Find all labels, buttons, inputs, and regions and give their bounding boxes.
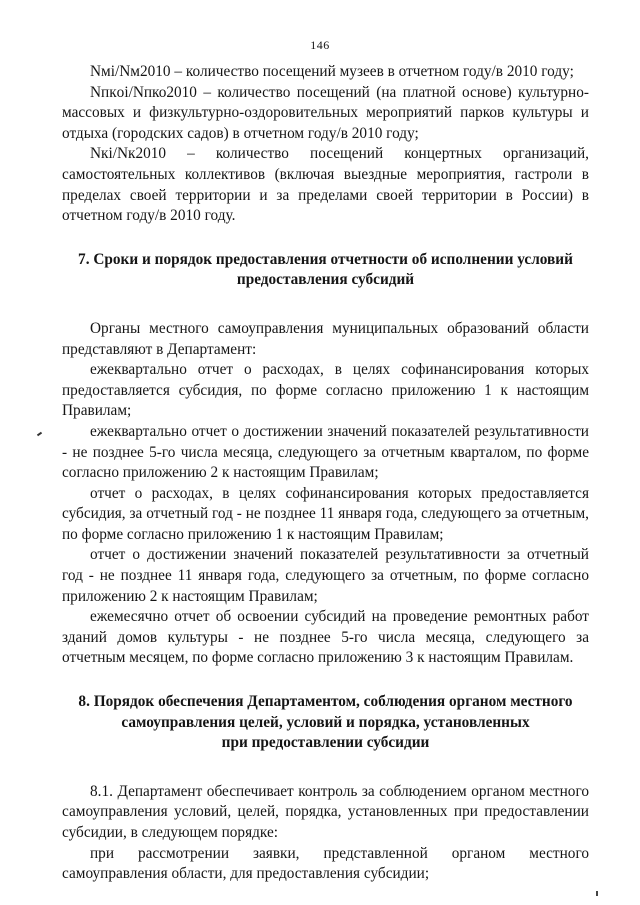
scan-mark [37,432,42,437]
section-7-item-annual-expenses: отчет о расходах, в целях софинансирования которых предоставляется субсидия, за отчетный год - не позднее 11 января года, следующего за отчетным, по форме согласно приложению 1 к настоящим Правилам; [62,484,589,543]
document-body [62,62,589,885]
paragraph-8-1: 8.1. Департамент обеспечивает контроль за соблюдением органом местного самоуправления условий, целей, порядка, установленных при предоставлении субсидии, в следующем порядке: [62,782,589,841]
definition-museums: Nмi/Nм2010 – количество посещений музеев в отчетном году/в 2010 году; [90,63,574,80]
scan-dot [596,891,598,896]
section-7-heading-line-1: 7. Сроки и порядок предоставления отчетности об исполнении условий [78,250,573,268]
section-8-heading-line-3: при предоставлении субсидии [221,734,430,752]
section-7-heading [62,250,589,291]
section-7-item-quarterly-indicators: ежеквартально отчет о достижении значений показателей результативности - не позднее 5-го числа месяца, следующего за отчетным кварталом, по форме согласно приложению 2 к настоящим Правилам; [62,422,589,482]
paragraph-8-1-item-1: при рассмотрении заявки, представленной органом местного самоуправления области, для предоставления субсидии; [62,844,589,883]
section-8-heading-line-2: самоуправления целей, условий и порядка, установленных [121,713,530,731]
section-7-intro: Органы местного самоуправления муниципальных образований области представляют в Департамент: [62,319,589,358]
section-8-heading [62,692,589,754]
definition-parks: Nпкoi/Nпко2010 – количество посещений (на платной основе) культурно-массовых и физкультурно-оздоровительных мероприятий парков культуры и отдыха (городских садов) в отчетном году/в 2010 году; [62,83,589,142]
section-8-heading-line-1: 8. Порядок обеспечения Департаментом, соблюдения органом местного [78,693,573,711]
section-7-heading-line-2: предоставления субсидий [236,271,415,289]
section-7-item-monthly-repairs: ежемесячно отчет об освоении субсидий на проведение ремонтных работ зданий домов культуры - не позднее 5-го числа месяца, следующего за отчетным месяцем, по форме согласно приложению 3 к настоящим Правилам. [62,608,589,667]
section-7-item-quarterly-expenses: ежеквартально отчет о расходах, в целях софинансирования которых предоставляется субсидия, по форме согласно приложению 1 к настоящим Правилам; [62,361,589,420]
definition-concerts: Nкi/Nк2010 – количество посещений концертных организаций, самостоятельных коллективов (включая выездные мероприятия, гастроли в пределах своей территории и за пределами своей территории в России) в отчетном году/в 2010 году. [62,145,589,225]
page-number: 146 [310,38,330,52]
section-7-item-annual-indicators: отчет о достижении значений показателей результативности за отчетный год - не позднее 11 января года, следующего за отчетным, по форме согласно приложению 2 к настоящим Правилам; [62,546,589,605]
